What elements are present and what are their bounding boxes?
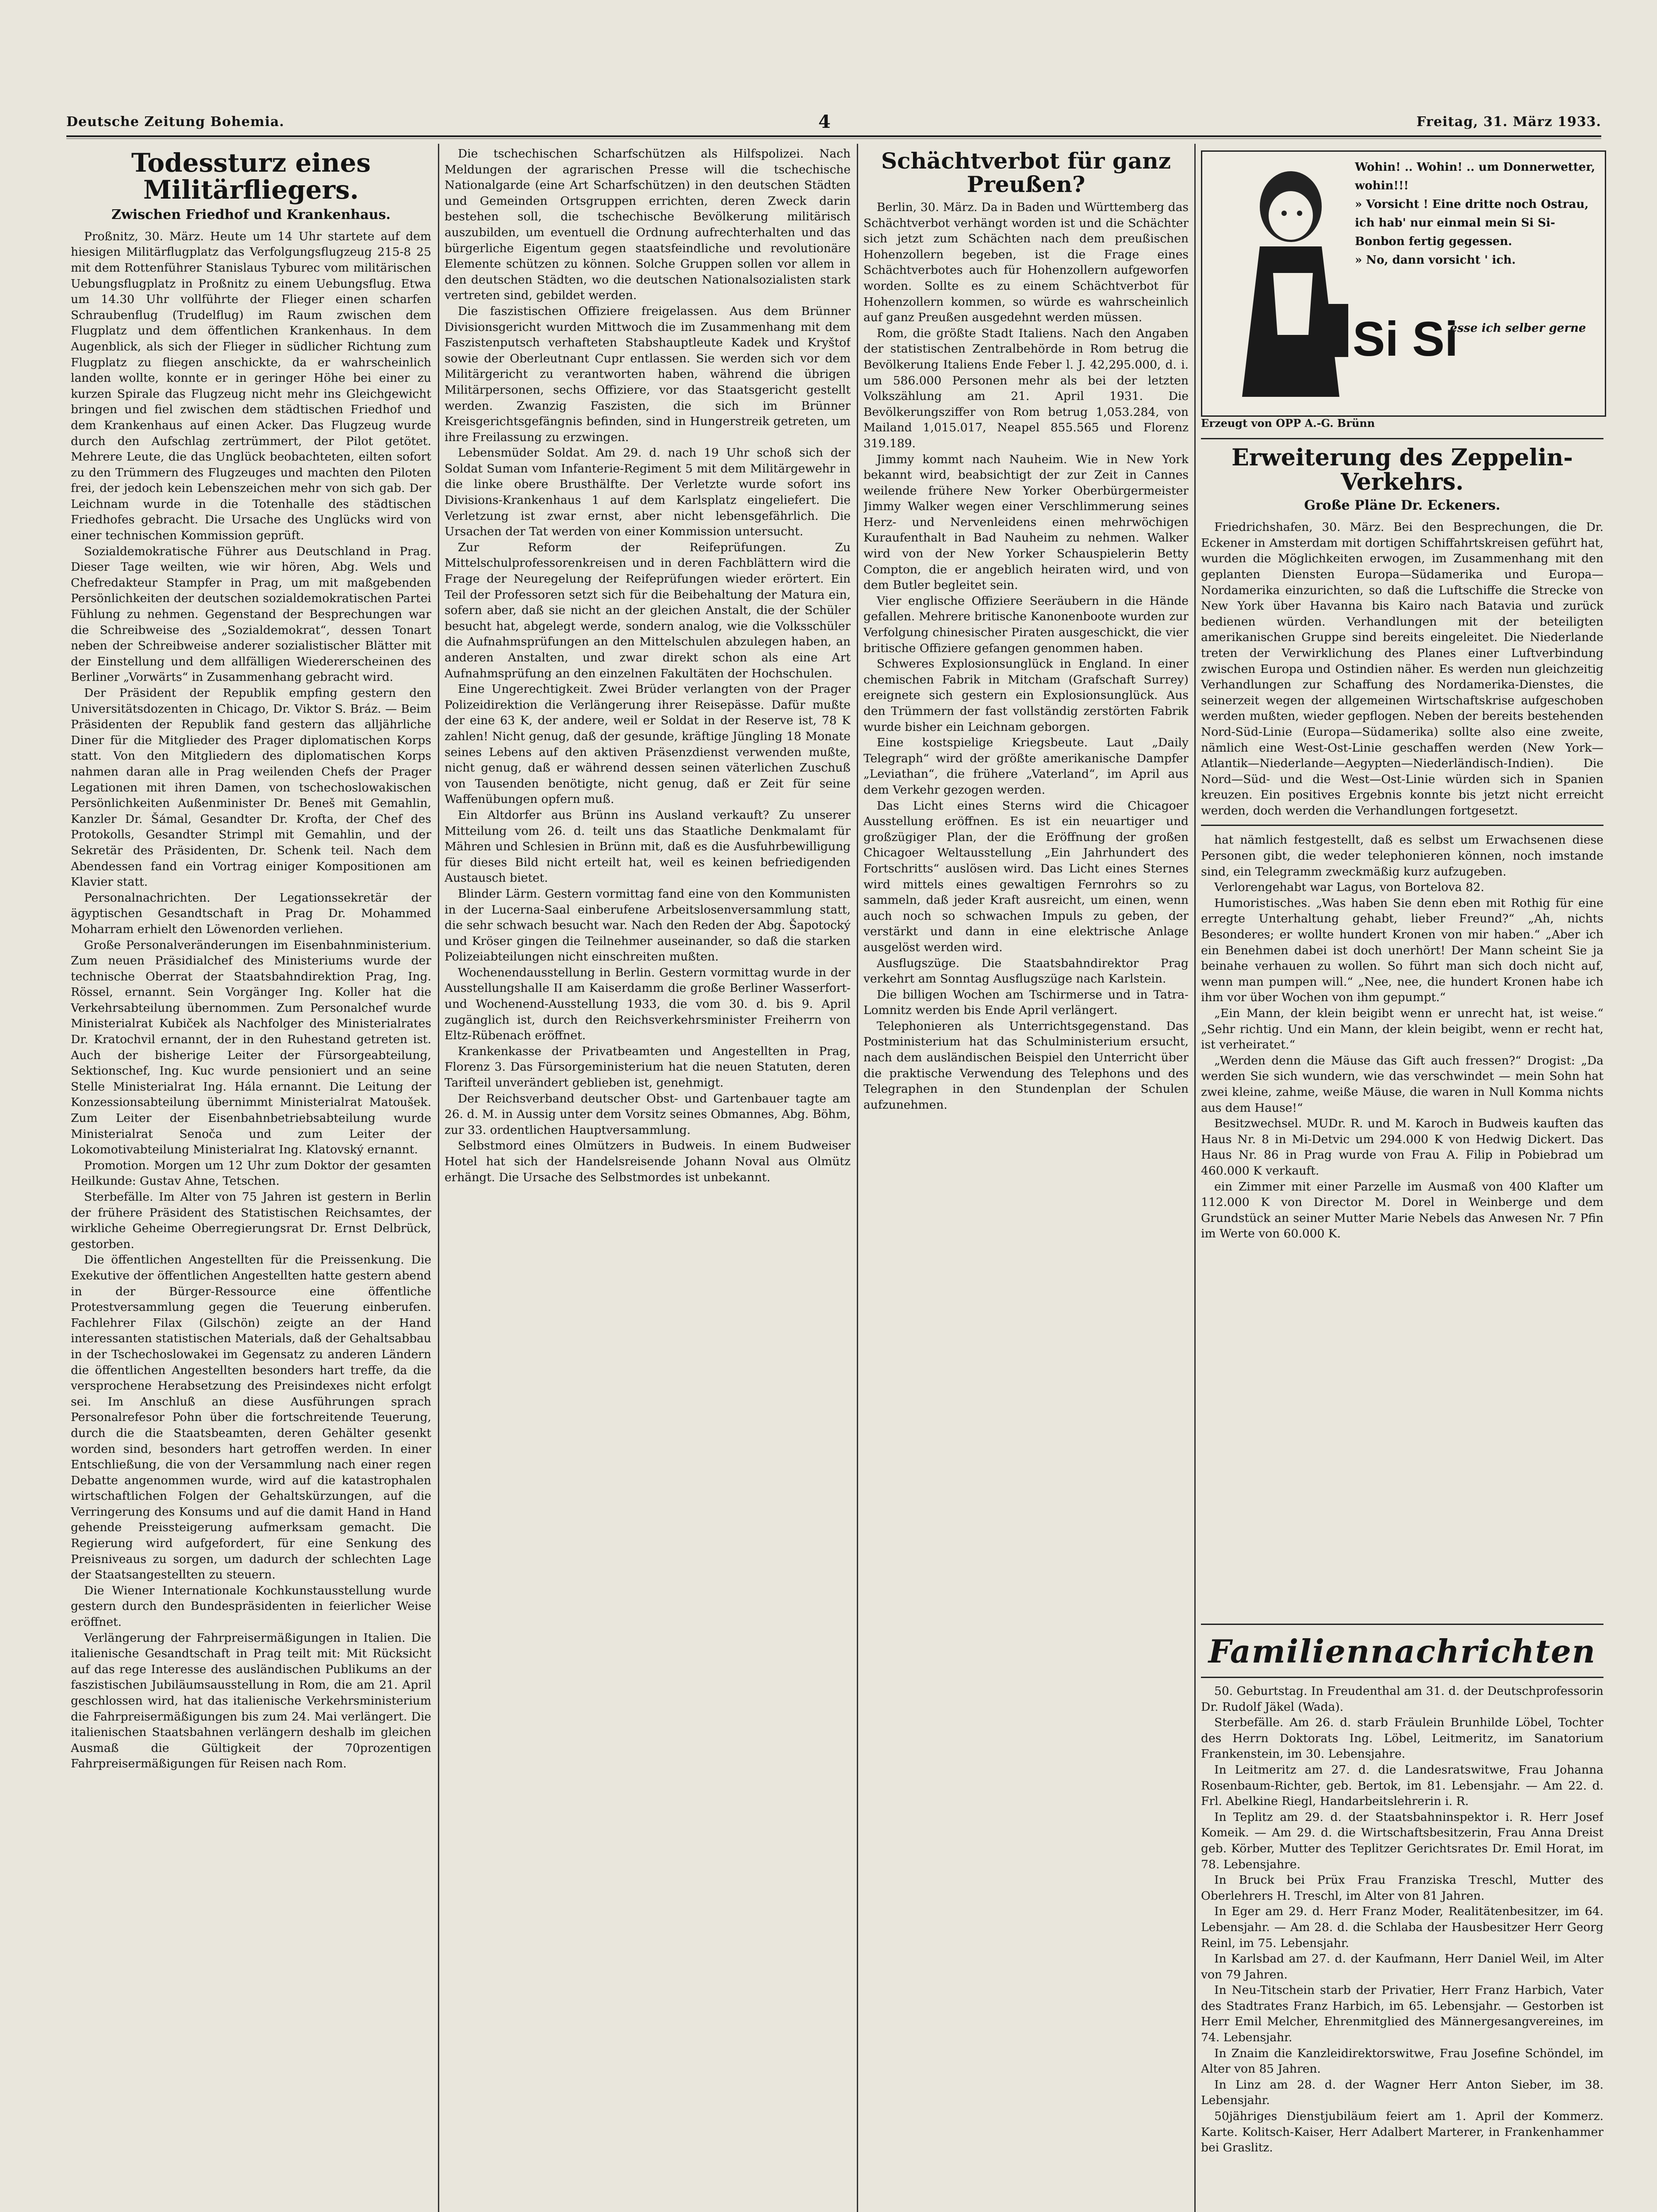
paragraph: Vier englische Offiziere Seeräubern in die Hände gefallen. Mehrere britische Kanonenboote wurden zur Verfolgung chinesischer Piraten ausgeschickt, die vier britische Offiziere gefangen genommen haben. xyxy=(863,594,1189,655)
paragraph: Zur Reform der Reifeprüfungen. Zu Mittelschulprofessorenkreisen und in deren Fachblättern wird die Frage der Neuregelung der Reifeprüfungen wieder erörtert. Ein Teil der Professoren setzt sich für die Beibehaltung der Matura ein, sofern aber, daß sie nicht an der gleichen Anstalt, die der Schüler besucht hat, abgelegt werde, sondern analog, wie die Volksschüler die Aufnahmsprüfungen an den Mittelschulen abzulegen haben, an anderen Anstalten, und zwar direkt schon als eine Art Aufnahmsprüfung an den einzelnen Fakultäten der Hochschulen. xyxy=(445,540,851,680)
paragraph: Sterbefälle. Im Alter von 75 Jahren ist gestern in Berlin der frühere Präsident des Statistischen Reichsamtes, der wirkliche Geheime Oberregierungsrat Dr. Ernst Delbrück, gestorben. xyxy=(71,1190,431,1251)
paragraph: Der Präsident der Republik empfing gestern den Universitätsdozenten in Chicago, Dr. Viktor S. Bráz. — Beim Präsidenten der Republik fand gestern das alljährliche Diner für die Mitglieder des Prager diplomatischen Korps statt. Von den Mitgliedern des diplomatischen Korps nahmen daran alle in Prag weilenden Chefs der Prager Legationen mit ihren Damen, von tschechoslowakischen Persönlichkeiten Außenminister Dr. Beneš mit Gemahlin, Kanzler Dr. Šámal, Gesandter Dr. Krofta, der Chef des Protokolls, Gesandter Strimpl mit Gemahlin, und der Sekretär des Präsidenten, Dr. Schenk teil. Nach dem Abendessen fand ein Vortrag einiger Kompositionen am Klavier statt. xyxy=(71,686,431,889)
paragraph: Promotion. Morgen um 12 Uhr zum Doktor der gesamten Heilkunde: Gustav Ahne, Tetschen. xyxy=(71,1158,431,1188)
paragraph: Telephonieren als Unterrichtsgegenstand. Das Postministerium hat das Schulministerium ersucht, nach dem ausländischen Beispiel den Unterricht über die praktische Verwendung des Telephons und des Telegraphen in den Stundenplan der Schulen aufzunehmen. xyxy=(863,1019,1189,1112)
paragraph: In Znaim die Kanzleidirektorswitwe, Frau Josefine Schöndel, im Alter von 85 Jahren. xyxy=(1201,2046,1603,2076)
article-body xyxy=(863,200,1189,1113)
paragraph: Wochenendausstellung in Berlin. Gestern vormittag wurde in der Ausstellungshalle II am Kaiserdamm die große Berliner Wasserfort- und Wochenend-Ausstellung 1933, die vom 30. d. bis 9. April zugänglich ist, durch den Reichsverkehrsminister Freiherrn von Eltz-Rübenach eröffnet. xyxy=(445,965,851,1043)
paragraph: „Werden denn die Mäuse das Gift auch fressen?“ Drogist: „Da werden Sie sich wundern, wie das verschwindet — mein Sohn hat zwei kleine, zahme, weiße Mäuse, die waren in Null Komma nichts aus dem Hause!“ xyxy=(1201,1053,1603,1115)
ad-slogan: esse ich selber gerne xyxy=(1450,322,1586,335)
paragraph: Der Reichsverband deutscher Obst- und Gartenbauer tagte am 26. d. M. in Aussig unter dem Vorsitz seines Obmannes, Abg. Böhm, zur 33. ordentlichen Hauptversammlung. xyxy=(445,1091,851,1137)
paragraph: Sterbefälle. Am 26. d. starb Fräulein Brunhilde Löbel, Tochter des Herrn Doktorats Ing. Löbel, Leitmeritz, im Sanatorium Frankenstein, im 30. Lebensjahre. xyxy=(1201,1716,1603,1761)
article-body xyxy=(1201,1683,1603,2156)
paragraph: Selbstmord eines Olmützers in Budweis. In einem Budweiser Hotel hat sich der Handelsreisende Johann Noval aus Olmütz erhängt. Die Ursache des Selbstmordes ist unbekannt. xyxy=(445,1139,851,1184)
paragraph: In Linz am 28. d. der Wagner Herr Anton Sieber, im 38. Lebensjahr. xyxy=(1201,2078,1603,2108)
newspaper-name: Deutsche Zeitung Bohemia. xyxy=(66,114,284,130)
ad-line: » Vorsicht ! Eine dritte noch Ostrau, ich hab' nur einmal mein Si Si-Bonbon fertig gegessen. xyxy=(1355,198,1589,248)
column-divider xyxy=(857,144,858,2212)
advertisement-dialogue xyxy=(1355,158,1598,269)
ad-line: » No, dann vorsicht ' ich. xyxy=(1355,253,1516,267)
paragraph: Rom, die größte Stadt Italiens. Nach den Angaben der statistischen Zentralbehörde in Rom betrug die Bevölkerung Italiens Ende Feber l. J. 42,295.000, d. i. um 586.000 Personen mehr als bei der letzten Volkszählung am 21. April 1931. Die Bevölkerungsziffer von Rom betrug 1,053.284, von Mailand 1,015.017, Neapel 855.565 und Florenz 319.189. xyxy=(863,326,1189,450)
sisi-logo: Si Si xyxy=(1353,312,1458,366)
paragraph: In Karlsbad am 27. d. der Kaufmann, Herr Daniel Weil, im Alter von 79 Jahren. xyxy=(1201,1952,1603,1982)
article-headline: Erweiterung des Zeppelin-Verkehrs. xyxy=(1231,444,1573,495)
column-divider xyxy=(438,144,439,2212)
column-2 xyxy=(445,146,851,2212)
article-headline: Schächtverbot für ganz Preußen? xyxy=(881,148,1171,197)
paragraph: „Ein Mann, der klein beigibt wenn er unrecht hat, ist weise.“ „Sehr richtig. Und ein Mann, der klein beigibt, wenn er recht hat, ist verheiratet.“ xyxy=(1201,1006,1603,1052)
section-rule xyxy=(1201,1677,1603,1678)
paragraph: Personalnachrichten. Der Legationssekretär der ägyptischen Gesandtschaft in Prag Dr. Mohammed Moharram erhielt den Löwenorden verliehen. xyxy=(71,891,431,936)
advertisement-maker: Erzeugt von OPP A.-G. Brünn xyxy=(1201,417,1375,430)
paragraph: In Leitmeritz am 27. d. die Landesratswitwe, Frau Johanna Rosenbaum-Richter, geb. Bertok, im 81. Lebensjahr. — Am 22. d. Frl. Abelkine Riegl, Handarbeitslehrerin i. R. xyxy=(1201,1763,1603,1809)
paragraph: Ausflugszüge. Die Staatsbahndirektor Prag verkehrt am Sonntag Ausflugszüge nach Karlstein. xyxy=(863,956,1189,986)
paragraph: Blinder Lärm. Gestern vormittag fand eine von den Kommunisten in der Lucerna-Saal einberufene Arbeitslosenversammlung statt, die sehr schwach besucht war. Nach den Reden der Abg. Šapotocký und Kröser gingen die Teilnehmer auseinander, so daß die starken Polizeiabteilungen nicht einschreiten mußten. xyxy=(445,887,851,964)
header-rule xyxy=(66,135,1601,137)
paragraph: Proßnitz, 30. März. Heute um 14 Uhr startete auf dem hiesigen Militärflugplatz das Verfolgungsflugzeug 215-8 25 mit dem Rottenführer Stanislaus Tyburec vom militärischen Uebungsflugplatz in Proßnitz zu einem Uebungsflug. Etwa um 14.30 Uhr vollführte der Flieger einen scharfen Schraubenflug (Trudelflug) im Raum zwischen dem Flugplatz und dem öffentlichen Krankenhaus. In dem Augenblick, als sich der Flieger in südlicher Richtung zum Flugplatz zu fliegen anschickte, da er wahrscheinlich landen wollte, konnte er in geringer Höhe bei einer zu kurzen Spirale das Flugzeug nicht mehr ins Gleichgewicht bringen und fiel zwischen dem städtischen Friedhof und dem Krankenhaus auf einen Acker. Das Flugzeug wurde durch den Aufschlag zertrümmert, der Pilot getötet. Mehrere Leute, die das Unglück beobachteten, eilten sofort zu den Trümmern des Flugzeuges und machten den Piloten frei, der jedoch kein Lebenszeichen mehr von sich gab. Der Leichnam wurde in die Totenhalle des städtischen Friedhofes gebracht. Die Ursache des Unglücks wird von einer technischen Kommission geprüft. xyxy=(71,229,431,543)
paragraph: Die faszistischen Offiziere freigelassen. Aus dem Brünner Divisionsgericht wurden Mittwoch die im Zusammenhang mit dem Faszistenputsch verhafteten Stabshauptleute Kadek und Kryštof sowie der Oberleutnant Cupr entlassen. Sie werden sich vor dem Militärgericht zu verantworten haben, während die übrigen Militärpersonen, sechs Offiziere, vor das Staatsgericht gestellt werden. Zwanzig Faszisten, die sich im Brünner Kreisgerichtsgefängnis befinden, sind in Hungerstreik getreten, um ihre Freilassung zu erzwingen. xyxy=(445,304,851,444)
advertisement-illustration xyxy=(1207,158,1353,406)
sisi-advertisement xyxy=(1201,150,1606,417)
paragraph: Ein Altdorfer aus Brünn ins Ausland verkauft? Zu unserer Mitteilung vom 26. d. teilt uns das Staatliche Denkmalamt für Mähren und Schlesien in Brünn mit, daß es die Ausfuhrbewilligung für dieses Bild nicht erteilt hat, weil es keinen befriedigenden Austausch bietet. xyxy=(445,808,851,885)
section-rule xyxy=(1201,438,1603,439)
paragraph: Verlängerung der Fahrpreisermäßigungen in Italien. Die italienische Gesandtschaft in Prag teilt mit: Mit Rücksicht auf das rege Interesse des ausländischen Publikums an der faszistischen Jubiläumsausstellung in Rom, die am 21. April geschlossen wird, hat das italienische Verkehrsministerium die Fahrpreisermäßigungen bis zum 24. Mai verlängert. Die italienischen Staatsbahnen verlängern deshalb im gleichen Ausmaß die Gültigkeit der 70prozentigen Fahrpreisermäßigungen für Reisen nach Rom. xyxy=(71,1631,431,1771)
paragraph: Krankenkasse der Privatbeamten und Angestellten in Prag, Florenz 3. Das Fürsorgeministerium hat die neuen Statuten, deren Tarifteil unverändert geblieben ist, genehmigt. xyxy=(445,1044,851,1090)
page-header xyxy=(66,111,1601,134)
paragraph: Große Personalveränderungen im Eisenbahnministerium. Zum neuen Präsidialchef des Ministeriums wurde der technische Oberrat der Staatsbahndirektion Prag, Ing. Rössel, ernannt. Sein Vorgänger Ing. Koller hat die Verkehrsabteilung übernommen. Zum Personalchef wurde Ministerialrat Kubiček als Nachfolger des Ministerialrates Dr. Kratochvil ernannt, der in den Ruhestand getreten ist. Auch der bisherige Leiter der Fürsorgeabteilung, Sektionschef, Ing. Kuc wurde pensioniert und an seine Stelle Ministerialrat Ing. Hála ernannt. Die Leitung der Konzessionsabteilung übernimmt Ministerialrat Matoušek. Zum Leiter der Eisenbahnbetriebsabteilung wurde Ministerialrat Senoča und zum Leiter der Lokomotivabteilung Ministerialrat Ing. Klatovský ernannt. xyxy=(71,938,431,1157)
column-3 xyxy=(863,146,1189,2212)
paragraph: Eine kostspielige Kriegsbeute. Laut „Daily Telegraph“ wird der größte amerikanische Dampfer „Leviathan“, die frühere „Vaterland“, im April aus dem Verkehr gezogen werden. xyxy=(863,736,1189,797)
ad-line: Wohin! .. Wohin! .. um Donnerwetter, wohin!!! xyxy=(1355,161,1596,192)
paragraph: Die öffentlichen Angestellten für die Preissenkung. Die Exekutive der öffentlichen Angestellten hatte gestern abend in der Bürger-Ressource eine öffentliche Protestversammlung gegen die Teuerung einberufen. Fachlehrer Filax (Gilschön) zeigte an der Hand interessanten statistischen Materials, daß der Gehaltsabbau in der Tschechoslowakei im Gegensatz zu anderen Ländern die öffentlichen Angestellten besonders hart treffe, da die versprochene Herabsetzung des Preisindexes nicht erfolgt sei. Im Anschluß an diese Ausführungen sprach Personalrefesor Pohn über die fortschreitende Teuerung, durch die die Staatsbeamten, deren Gehälter gesenkt worden sind, besonders hart getroffen werden. In einer Entschließung, die von der Versammlung nach einer regen Debatte angenommen wurde, wird auf die katastrophalen wirtschaftlichen Folgen der Gehaltskürzungen, auf die Verringerung des Konsums und auf die damit Hand in Hand gehende Preissteigerung aufmerksam gemacht. Die Regierung wird aufgefordert, für eine Senkung des Preisniveaus zu sorgen, um dadurch der schlechten Lage der Staatsangestellten zu steuern. xyxy=(71,1253,431,1582)
paragraph: Jimmy kommt nach Nauheim. Wie in New York bekannt wird, beabsichtigt der zur Zeit in Cannes weilende frühere New Yorker Oberbürgermeister Jimmy Walker wegen einer Verschlimmerung seines Herz- und Nervenleidens einen mehrwöchigen Kuraufenthalt in Bad Nauheim zu nehmen. Walker wird von der New Yorker Schauspielerin Betty Compton, die er angeblich heiraten wird, und von dem Butler begleitet sein. xyxy=(863,452,1189,592)
paragraph: In Bruck bei Prüx Frau Franziska Treschl, Mutter des Oberlehrers H. Treschl, im Alter von 81 Jahren. xyxy=(1201,1873,1603,1903)
header-rule-thin xyxy=(66,138,1601,139)
paragraph: In Teplitz am 29. d. der Staatsbahninspektor i. R. Herr Josef Komeik. — Am 29. d. die Wirtschaftsbesitzerin, Frau Anna Dreist geb. Körber, Mutter des Teplitzer Gerichtsrates Dr. Emil Horat, im 78. Lebensjahre. xyxy=(1201,1810,1603,1871)
paragraph: Eine Ungerechtigkeit. Zwei Brüder verlangten von der Prager Polizeidirektion die Verlängerung ihrer Reisepässe. Dafür mußte der eine 63 K, der andere, weil er Soldat in der Reserve ist, 78 K zahlen! Nicht genug, daß der gesunde, kräftige Jüngling 18 Monate seines Lebens auf den aktiven Präsenzdienst verwenden mußte, nicht genug, daß er während dessen seinen väterlichen Zuschuß von Tausenden benötigte, nicht genug, daß er Zeit für seine Waffenübungen opfern muß. xyxy=(445,682,851,806)
paragraph: hat nämlich festgestellt, daß es selbst um Erwachsenen diese Personen gibt, die weder telephonieren können, noch imstande sind, ein Telegramm zweckmäßig kurz aufzugeben. xyxy=(1201,833,1603,879)
page-number: 4 xyxy=(818,111,831,132)
paragraph: Friedrichshafen, 30. März. Bei den Besprechungen, die Dr. Eckener in Amsterdam mit dortigen Schiffahrtskreisen geführt hat, wurden die Möglichkeiten erwogen, im Zusammenhang mit den geplanten Diensten Europa—Südamerika und Europa—Nordamerika einzurichten, so daß die Luftschiffe die Strecke von New York über Havanna bis Kairo nach Batavia und zurück bedienen würden. Verhandlungen mit der beteiligten amerikanischen Gruppe sind bereits eingeleitet. Die Niederlande treten der Verwirklichung des Planes einer Luftverbindung zwischen Europa und Ostindien näher. Es werden nun gleichzeitig Verhandlungen zur Schaffung des Nordamerika-Dienstes, die seinerzeit wegen der allgemeinen Wirtschaftskrise aufgeschoben werden mußten, wieder gepflogen. Neben der bereits bestehenden Nord-Süd-Linie (Europa—Südamerika) sollte also eine zweite, nämlich eine West-Ost-Linie geschaffen werden (New York—Atlantik—Niederlande—Aegypten—Niederländisch-Indien). Die Nord—Süd- und die West—Ost-Linie würden sich in Spanien kreuzen. Ein positives Ergebnis konnte bis jetzt nicht erreicht werden, doch werden die Verhandlungen fortgesetzt. xyxy=(1201,520,1603,818)
paragraph: Berlin, 30. März. Da in Baden und Württemberg das Schächtverbot verhängt worden ist und die Schächter sich jetzt zum Schächten nach dem preußischen Hohenzollern begeben, ist die Frage eines Schächtverbotes auch für Hohenzollern aufgeworfen worden. Sollte es zu einem Schächtverbot für Hohenzollern kommen, so würde es wahrscheinlich auf ganz Preußen ausgedehnt werden müssen. xyxy=(863,200,1189,325)
article-body xyxy=(1201,832,1603,1241)
paragraph: 50jähriges Dienstjubiläum feiert am 1. April der Kommerz. Karte. Kolitsch-Kaiser, Herr Adalbert Marterer, in Frankenhammer bei Graslitz. xyxy=(1201,2109,1603,2155)
article-body xyxy=(445,146,851,1185)
article-body xyxy=(1201,519,1603,818)
paragraph: Besitzwechsel. MUDr. R. und M. Karoch in Budweis kauften das Haus Nr. 8 in Mi-Detvic um 294.000 K von Hedwig Dickert. Das Haus Nr. 86 in Prag wurde von Frau A. Filip in Pobiebrad um 460.000 K verkauft. xyxy=(1201,1117,1603,1178)
section-rule xyxy=(1201,825,1603,826)
paragraph: Sozialdemokratische Führer aus Deutschland in Prag. Dieser Tage weilten, wie wir hören, Abg. Wels und Chefredakteur Stampfer in Prag, um mit maßgebenden Persönlichkeiten der deutschen sozialdemokratischen Partei Fühlung zu nehmen. Gegenstand der Besprechungen war die Schreibweise des „Sozialdemokrat“, dessen Tonart neben der Schreibweise anderer sozialistischer Blätter mit der Einstellung und dem allfälligen Wiedererscheinen des Berliner „Vorwärts“ in Zusammenhang gebracht wird. xyxy=(71,544,431,684)
article-subhead: Zwischen Friedhof und Krankenhaus. xyxy=(111,207,391,223)
column-divider xyxy=(1194,144,1196,2212)
paragraph: Humoristisches. „Was haben Sie denn eben mit Rothig für eine erregte Unterhaltung gehabt, lieber Freund?“ „Ah, nichts Besonderes; er wollte hundert Kronen von mir haben.“ „Aber ich ein Benehmen dabei ist doch unerhört! Der Mann scheint Sie ja beinahe verhauen zu wollen. So führt man sich doch nicht auf, wenn man pumpen will.“ „Nee, nee, die hundert Kronen habe ich ihm vor über Wochen von ihm gepumpt.“ xyxy=(1201,896,1603,1005)
paragraph: Lebensmüder Soldat. Am 29. d. nach 19 Uhr schoß sich der Soldat Suman vom Infanterie-Regiment 5 mit dem Militärgewehr in die linke obere Brusthälfte. Der Verletzte wurde sofort ins Divisions-Krankenhaus 1 auf dem Karlsplatz eingeliefert. Die Verletzung ist zwar ernst, aber nicht lebensgefährlich. Die Ursachen der Tat werden von einer Kommission untersucht. xyxy=(445,446,851,539)
column-1 xyxy=(71,146,431,2212)
paragraph: ein Zimmer mit einer Parzelle im Ausmaß von 400 Klafter um 112.000 K von Director M. Dorel in Weinberge und dem Grundstück an seiner Mutter Marie Nebels das Anwesen Nr. 7 Pfin im Werte von 60.000 K. xyxy=(1201,1179,1603,1241)
issue-date: Freitag, 31. März 1933. xyxy=(1416,114,1601,130)
paragraph: Die tschechischen Scharfschützen als Hilfspolizei. Nach Meldungen der agrarischen Presse will die tschechische Nationalgarde (eine Art Scharfschützen) in den deutschen Städten und Gemeinden Ortsgruppen errichten, deren Zweck darin bestehen soll, die tschechische Bevölkerung militärisch auszubilden, um eventuell die Ordnung aufrechterhalten und das bürgerliche Eigentum gegen staatsfeindliche und revolutionäre Elemente schützen zu können. Solche Gruppen sollen vor allem in den deutschen Städten, wo die deutschen Nationalsozialisten stark vertreten sind, gebildet werden. xyxy=(445,147,851,303)
family-notices xyxy=(1201,1683,1603,2212)
paragraph: Schweres Explosionsunglück in England. In einer chemischen Fabrik in Mitcham (Grafschaft Surrey) ereignete sich gestern ein Explosionsunglück. Aus den Trümmern der fast vollständig zerstörten Fabrik wurde bisher ein Leichnam geborgen. xyxy=(863,657,1189,734)
paragraph: Die billigen Wochen am Tschirmerse und in Tatra-Lomnitz werden bis Ende April verlängert. xyxy=(863,987,1189,1018)
article-subhead: Große Pläne Dr. Eckeners. xyxy=(1304,498,1500,514)
column-4 xyxy=(1201,442,1603,1637)
paragraph: Die Wiener Internationale Kochkunstausstellung wurde gestern durch den Bundespräsidenten in feierlicher Weise eröffnet. xyxy=(71,1583,431,1629)
paragraph: In Eger am 29. d. Herr Franz Moder, Realitätenbesitzer, im 64. Lebensjahr. — Am 28. d. die Schlaba der Hausbesitzer Herr Georg Reinl, im 75. Lebensjahr. xyxy=(1201,1905,1603,1950)
paragraph: 50. Geburtstag. In Freudenthal am 31. d. der Deutschprofessorin Dr. Rudolf Jäkel (Wada). xyxy=(1201,1684,1603,1714)
article-body xyxy=(71,229,431,1772)
paragraph: Das Licht eines Sterns wird die Chicagoer Ausstellung eröffnen. Es ist ein neuartiger und großzügiger Plan, der die Eröffnung der großen Chicagoer Weltausstellung „Ein Jahrhundert des Fortschritts“ auslösen wird. Das Licht eines Sternes wird mittels eines gewaltigen Fernrohrs so zu sammeln, daß jeder Kraft ausreicht, um einen, wenn auch noch so schwachen Impuls zu geben, der verstärkt und dann in eine elektrische Anlage ausgelöst werden wird. xyxy=(863,799,1189,954)
paragraph: In Neu-Titschein starb der Privatier, Herr Franz Harbich, Vater des Stadtrates Franz Harbich, im 65. Lebensjahr. — Gestorben ist Herr Emil Melcher, Ehrenmitglied des Männergesangvereines, im 74. Lebensjahr. xyxy=(1201,1983,1603,2045)
section-rule xyxy=(1201,1624,1603,1625)
paragraph: Verlorengehabt war Lagus, von Bortelova 82. xyxy=(1214,880,1484,895)
article-headline: Todessturz eines Militärfliegers. xyxy=(131,148,371,205)
family-notices-title: Familiennachrichten xyxy=(1208,1632,1596,1670)
